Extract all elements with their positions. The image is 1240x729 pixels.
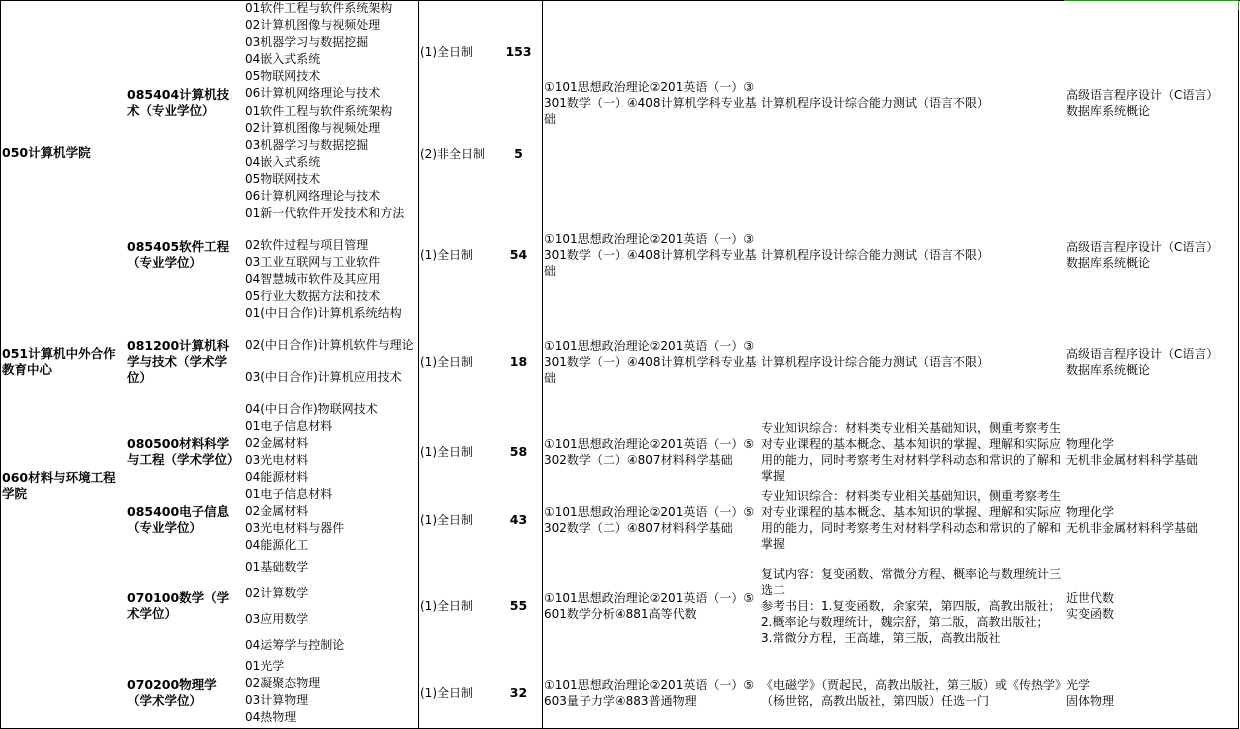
direction-cell-text: 03光电材料与器件 bbox=[245, 521, 345, 535]
exam-subjects-cell-text: ①101思想政治理论②201英语（一）⑤302数学（二）④807材料科学基础 bbox=[544, 505, 755, 535]
direction-cell[interactable] bbox=[243, 692, 419, 710]
direction-cell-text: 01(中日合作)计算机系统结构 bbox=[245, 306, 402, 320]
direction-cell[interactable] bbox=[243, 537, 419, 555]
direction-cell[interactable] bbox=[243, 51, 419, 69]
major-cell[interactable] bbox=[125, 658, 244, 729]
retest-cell-text: 计算机程序设计综合能力测试（语言不限） bbox=[761, 95, 990, 110]
direction-cell[interactable] bbox=[243, 288, 419, 306]
enrollment-count-cell-text: 54 bbox=[509, 247, 528, 262]
direction-cell[interactable] bbox=[243, 401, 419, 419]
retest-cell-text: 专业知识综合：材料类专业相关基础知识，侧重考察考生对专业课程的基本概念、基本知识的掌握、理解和实际应用的能力，同时考察考生对材料学科动态和常识的了解和掌握 bbox=[761, 489, 1062, 551]
direction-cell[interactable] bbox=[243, 452, 419, 470]
direction-cell[interactable] bbox=[243, 554, 419, 581]
study-mode-cell[interactable] bbox=[418, 554, 496, 659]
direction-cell[interactable] bbox=[243, 503, 419, 521]
exam-subjects-cell-text: ①101思想政治理论②201英语（一）③301数学（一）④408计算机学科专业基础 bbox=[544, 79, 757, 126]
retest-cell[interactable] bbox=[759, 0, 1065, 206]
direction-cell-text: 06计算机网络理论与技术 bbox=[245, 86, 381, 100]
college-cell[interactable] bbox=[0, 554, 126, 729]
study-mode-cell-text: (2)非全日制 bbox=[420, 147, 485, 161]
direction-cell[interactable] bbox=[243, 580, 419, 607]
equal-level-cell-text: 高级语言程序设计（C语言） 数据库系统概论 bbox=[1066, 346, 1219, 377]
direction-cell[interactable] bbox=[243, 154, 419, 172]
exam-subjects-cell[interactable] bbox=[542, 205, 760, 306]
direction-cell[interactable] bbox=[243, 34, 419, 52]
direction-cell-text: 03机器学习与数据挖掘 bbox=[245, 138, 369, 152]
enrollment-count-cell[interactable] bbox=[495, 486, 543, 555]
enrollment-count-cell-text: 5 bbox=[514, 146, 523, 161]
enrollment-count-cell-text: 58 bbox=[509, 444, 528, 459]
enrollment-count-cell[interactable] bbox=[495, 305, 543, 419]
direction-cell[interactable] bbox=[243, 486, 419, 504]
direction-cell-text: 02软件过程与项目管理 bbox=[245, 238, 369, 252]
equal-level-cell-text: 光学 固体物理 bbox=[1066, 678, 1115, 708]
major-cell-text: 080500材料科学与工程（学术学位） bbox=[127, 436, 240, 467]
direction-cell[interactable] bbox=[243, 205, 419, 238]
direction-cell-text: 01新一代软件开发技术和方法 bbox=[245, 206, 405, 220]
direction-cell-text: 04嵌入式系统 bbox=[245, 52, 321, 66]
direction-cell-text: 04(中日合作)物联网技术 bbox=[245, 402, 378, 416]
enrollment-count-cell-text: 43 bbox=[509, 512, 528, 527]
equal-level-cell-text: 物理化学 无机非金属材料科学基础 bbox=[1066, 437, 1199, 467]
direction-cell[interactable] bbox=[243, 305, 419, 338]
exam-subjects-cell[interactable] bbox=[542, 418, 760, 487]
retest-cell[interactable] bbox=[759, 658, 1065, 729]
equal-level-cell-text: 高级语言程序设计（C语言） 数据库系统概论 bbox=[1066, 240, 1219, 270]
major-cell[interactable] bbox=[125, 305, 244, 419]
direction-cell-text: 05行业大数据方法和技术 bbox=[245, 289, 381, 303]
exam-subjects-cell[interactable] bbox=[542, 658, 760, 729]
major-cell-text: 085404计算机技术（专业学位） bbox=[127, 86, 230, 118]
study-mode-cell-text: (1)全日制 bbox=[420, 686, 473, 700]
direction-cell-text: 03应用数学 bbox=[245, 612, 309, 626]
direction-cell[interactable] bbox=[243, 17, 419, 35]
direction-cell-text: 04智慧城市软件及其应用 bbox=[245, 272, 381, 286]
equal-level-cell[interactable] bbox=[1064, 658, 1239, 729]
retest-cell[interactable] bbox=[759, 205, 1065, 306]
major-cell-text: 070200物理学（学术学位） bbox=[127, 677, 217, 708]
direction-cell-text: 02计算机图像与视频处理 bbox=[245, 121, 381, 135]
study-mode-cell[interactable] bbox=[418, 418, 496, 487]
study-mode-cell[interactable] bbox=[418, 0, 496, 104]
direction-cell[interactable] bbox=[243, 337, 419, 370]
enrollment-count-cell[interactable] bbox=[495, 554, 543, 659]
direction-cell[interactable] bbox=[243, 520, 419, 538]
exam-subjects-cell-text: ①101思想政治理论②201英语（一）⑤601数学分析④881高等代数 bbox=[544, 591, 755, 621]
retest-cell-text: 《电磁学》（贾起民，高教出版社，第三版）或《传热学》（杨世铭，高教出版社，第四版）任选一门 bbox=[761, 678, 1062, 708]
exam-subjects-cell[interactable] bbox=[542, 554, 760, 659]
study-mode-cell[interactable] bbox=[418, 658, 496, 729]
direction-cell-text: 02金属材料 bbox=[245, 436, 309, 450]
table-left-border bbox=[0, 0, 1, 728]
direction-cell[interactable] bbox=[243, 606, 419, 633]
college-cell[interactable] bbox=[0, 0, 126, 306]
direction-cell-text: 03机器学习与数据挖掘 bbox=[245, 35, 369, 49]
direction-cell-text: 02计算数学 bbox=[245, 586, 309, 600]
direction-cell-text: 05物联网技术 bbox=[245, 172, 321, 186]
enrollment-count-cell-text: 32 bbox=[509, 685, 528, 700]
direction-cell[interactable] bbox=[243, 103, 419, 121]
direction-cell[interactable] bbox=[243, 68, 419, 86]
equal-level-cell-text: 高级语言程序设计（C语言） 数据库系统概论 bbox=[1066, 87, 1219, 118]
study-mode-cell-text: (1)全日制 bbox=[420, 599, 473, 613]
major-cell[interactable] bbox=[125, 554, 244, 659]
direction-cell[interactable] bbox=[243, 632, 419, 659]
enrollment-count-cell-text: 18 bbox=[509, 353, 528, 369]
study-mode-cell-text: (1)全日制 bbox=[420, 513, 473, 527]
direction-cell-text: 03(中日合作)计算机应用技术 bbox=[245, 370, 402, 384]
major-cell-text: 070100数学（学术学位） bbox=[127, 590, 230, 621]
equal-level-cell[interactable] bbox=[1064, 205, 1239, 306]
direction-cell[interactable] bbox=[243, 271, 419, 289]
direction-cell-text: 01软件工程与软件系统架构 bbox=[245, 104, 393, 118]
direction-cell-text: 04能源材料 bbox=[245, 470, 309, 484]
college-cell[interactable] bbox=[0, 305, 126, 419]
direction-cell[interactable] bbox=[243, 709, 419, 729]
equal-level-cell[interactable] bbox=[1064, 554, 1239, 659]
direction-cell-text: 04热物理 bbox=[245, 710, 297, 724]
college-cell-text: 060材料与环境工程学院 bbox=[2, 470, 116, 501]
direction-cell-text: 03光电材料 bbox=[245, 453, 309, 467]
study-mode-cell-text: (1)全日制 bbox=[420, 248, 473, 262]
exam-subjects-cell-text: ①101思想政治理论②201英语（一）③301数学（一）④408计算机学科专业基础 bbox=[544, 232, 757, 278]
equal-level-cell-text: 物理化学 无机非金属材料科学基础 bbox=[1066, 505, 1199, 535]
major-cell[interactable] bbox=[125, 205, 244, 306]
study-mode-cell[interactable] bbox=[418, 205, 496, 306]
direction-cell[interactable] bbox=[243, 120, 419, 138]
major-cell[interactable] bbox=[125, 486, 244, 555]
table-top-border bbox=[0, 0, 1240, 1]
equal-level-cell-text: 近世代数 实变函数 bbox=[1066, 591, 1115, 621]
study-mode-cell[interactable] bbox=[418, 486, 496, 555]
study-mode-cell-text: (1)全日制 bbox=[420, 354, 473, 369]
major-cell[interactable] bbox=[125, 418, 244, 487]
selected-cell-highlight bbox=[1064, 0, 1239, 10]
major-cell-text: 081200计算机科学与技术（学术学位） bbox=[127, 337, 230, 385]
direction-cell-text: 01软件工程与软件系统架构 bbox=[245, 1, 393, 15]
direction-cell-text: 02金属材料 bbox=[245, 504, 309, 518]
retest-cell[interactable] bbox=[759, 486, 1065, 555]
retest-cell[interactable] bbox=[759, 554, 1065, 659]
direction-cell[interactable] bbox=[243, 254, 419, 272]
direction-cell[interactable] bbox=[243, 188, 419, 206]
direction-cell-text: 04能源化工 bbox=[245, 538, 309, 552]
equal-level-cell[interactable] bbox=[1064, 418, 1239, 487]
direction-cell-text: 03计算物理 bbox=[245, 693, 309, 707]
direction-cell[interactable] bbox=[243, 85, 419, 104]
direction-cell[interactable] bbox=[243, 0, 419, 18]
direction-cell[interactable] bbox=[243, 137, 419, 155]
exam-subjects-cell[interactable] bbox=[542, 486, 760, 555]
direction-cell-text: 06计算机网络理论与技术 bbox=[245, 189, 381, 203]
exam-subjects-cell[interactable] bbox=[542, 0, 760, 206]
direction-cell-text: 01基础数学 bbox=[245, 560, 309, 574]
direction-cell-text: 02(中日合作)计算机软件与理论 bbox=[245, 338, 414, 352]
enrollment-count-cell-text: 153 bbox=[505, 43, 532, 59]
direction-cell-text: 04嵌入式系统 bbox=[245, 155, 321, 169]
study-mode-cell-text: (1)全日制 bbox=[420, 445, 473, 459]
exam-subjects-cell-text: ①101思想政治理论②201英语（一）③301数学（一）④408计算机学科专业基础 bbox=[544, 338, 757, 385]
exam-subjects-cell[interactable] bbox=[542, 305, 760, 419]
equal-level-cell[interactable] bbox=[1064, 486, 1239, 555]
direction-cell-text: 01电子信息材料 bbox=[245, 487, 333, 501]
direction-cell-text: 03工业互联网与工业软件 bbox=[245, 255, 381, 269]
enrollment-count-cell[interactable] bbox=[495, 103, 543, 206]
direction-cell-text: 01光学 bbox=[245, 659, 285, 673]
direction-cell[interactable] bbox=[243, 237, 419, 255]
retest-cell-text: 专业知识综合：材料类专业相关基础知识，侧重考察考生对专业课程的基本概念、基本知识的掌握、理解和实际应用的能力，同时考察考生对材料学科动态和常识的了解和掌握 bbox=[761, 421, 1062, 483]
enrollment-count-cell[interactable] bbox=[495, 0, 543, 104]
major-cell-text: 085400电子信息（专业学位） bbox=[127, 504, 230, 535]
major-cell-text: 085405软件工程（专业学位） bbox=[127, 239, 230, 270]
enrollment-count-cell[interactable] bbox=[495, 205, 543, 306]
retest-cell-text: 复试内容：复变函数、常微分方程、概率论与数理统计三选二 参考书目：1.复变函数，余家荣，第四版，高教出版社；2.概率论与数理统计，魏宗舒，第二版，高教出版社； 3.常微分方程，王高雄，第三版，高教出版社 bbox=[761, 567, 1062, 645]
retest-cell-text: 计算机程序设计综合能力测试（语言不限） bbox=[761, 248, 990, 262]
enrollment-count-cell[interactable] bbox=[495, 658, 543, 729]
direction-cell[interactable] bbox=[243, 369, 419, 402]
direction-cell[interactable] bbox=[243, 418, 419, 436]
direction-cell-text: 02凝聚态物理 bbox=[245, 676, 321, 690]
direction-cell-text: 05物联网技术 bbox=[245, 69, 321, 83]
direction-cell-text: 01电子信息材料 bbox=[245, 419, 333, 433]
direction-cell-text: 02计算机图像与视频处理 bbox=[245, 18, 381, 32]
retest-cell-text: 计算机程序设计综合能力测试（语言不限） bbox=[761, 354, 990, 369]
college-cell[interactable] bbox=[0, 418, 126, 555]
direction-cell[interactable] bbox=[243, 171, 419, 189]
study-mode-cell[interactable] bbox=[418, 103, 496, 206]
equal-level-cell[interactable] bbox=[1064, 0, 1239, 206]
study-mode-cell-text: (1)全日制 bbox=[420, 44, 473, 59]
enrollment-count-cell-text: 55 bbox=[509, 598, 528, 613]
study-mode-cell[interactable] bbox=[418, 305, 496, 419]
exam-subjects-cell-text: ①101思想政治理论②201英语（一）⑤302数学（二）④807材料科学基础 bbox=[544, 437, 755, 467]
direction-cell[interactable] bbox=[243, 658, 419, 676]
direction-cell[interactable] bbox=[243, 435, 419, 453]
direction-cell[interactable] bbox=[243, 675, 419, 693]
direction-cell[interactable] bbox=[243, 469, 419, 487]
equal-level-cell[interactable] bbox=[1064, 305, 1239, 419]
enrollment-count-cell[interactable] bbox=[495, 418, 543, 487]
retest-cell[interactable] bbox=[759, 418, 1065, 487]
retest-cell[interactable] bbox=[759, 305, 1065, 419]
direction-cell-text: 04运筹学与控制论 bbox=[245, 638, 345, 652]
exam-subjects-cell-text: ①101思想政治理论②201英语（一）⑤603量子力学④883普通物理 bbox=[544, 678, 755, 708]
college-cell-text: 051计算机中外合作教育中心 bbox=[2, 345, 116, 377]
major-cell[interactable] bbox=[125, 0, 244, 206]
college-cell-text: 050计算机学院 bbox=[2, 144, 91, 160]
